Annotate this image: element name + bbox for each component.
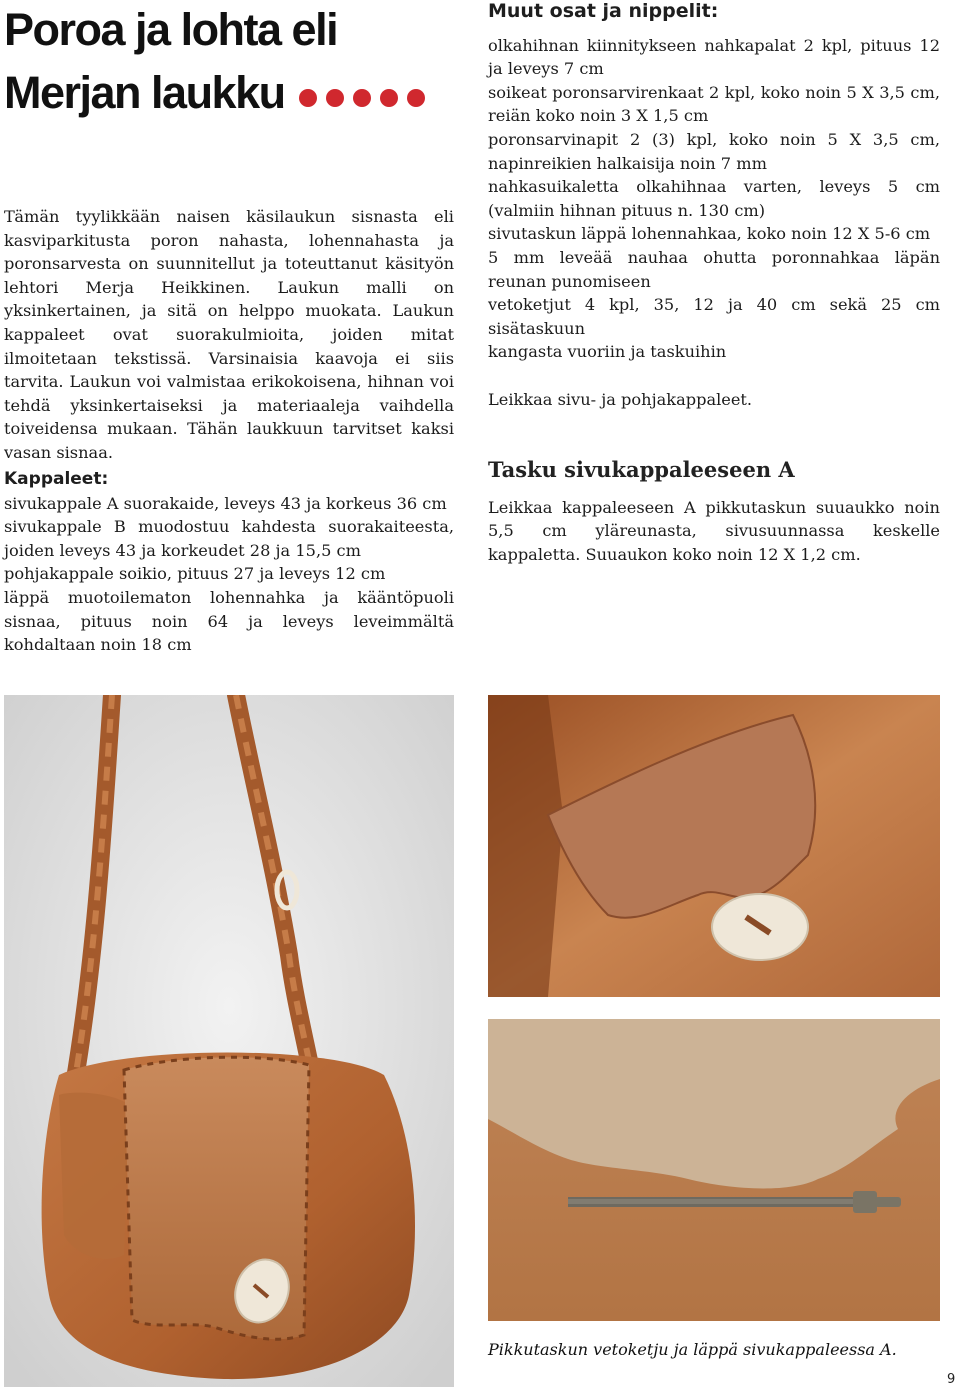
title-line-1: Poroa ja lohta eli: [4, 4, 338, 55]
red-dot-icon: [407, 89, 425, 107]
red-dot-icon: [380, 89, 398, 107]
intro-section: [4, 205, 454, 465]
piece-item: sivukappale A suorakaide, leveys 43 ja korkeus 36 cm: [4, 493, 447, 513]
photo-caption: Pikkutaskun vetoketju ja läppä sivukappaleessa A.: [488, 1340, 897, 1359]
pieces-section: [4, 468, 454, 657]
other-parts-heading: Muut osat ja nippelit:: [488, 0, 719, 22]
bag-photo: [4, 695, 454, 1387]
part-item: kangasta vuoriin ja taskuihin: [488, 342, 727, 362]
pieces-heading: Kappaleet:: [4, 469, 109, 489]
piece-item: sivukappale B muodostuu kahdesta suorakaiteesta, joiden leveys 43 ja korkeudet 28 ja 15,5 cm: [4, 517, 454, 560]
decorative-dots: [299, 89, 425, 107]
part-item: soikeat poronsarvirenkaat 2 kpl, koko noin 5 X 3,5 cm, reiän koko noin 3 X 1,5 cm: [488, 82, 940, 126]
pocket-heading: Tasku sivukappaleeseen A: [488, 457, 795, 482]
part-item: sivutaskun läppä lohennahkaa, koko noin 12 X 5-6 cm: [488, 224, 931, 244]
part-item: vetoketjut 4 kpl, 35, 12 ja 40 cm sekä 25 cm sisätaskuun: [488, 295, 940, 338]
flap-closeup-photo: [488, 695, 940, 997]
intro-paragraph: Tämän tyylikkään naisen käsilaukun sisnasta eli kasviparkitusta poron nahasta, lohennahasta ja poronsarvesta on suunnitellut ja toteuttanut käsityön lehtori Merja Heikkinen. Laukun malli on yksinkertainen, ja sitä on helppo muokata. Laukun kappaleet ovat suorakulmioita, joiden mitat ilmoitetaan tekstissä. Varsinaisia kaavoja ei siis tarvita. Laukun voi valmistaa erikokoisena, hihnan voi tehdä yksinkertaiseksi ja materiaaleja vaihdella toiveidensa mukaan. Tähän laukkuun tarvitset kaksi vasan sisnaa.: [4, 207, 454, 462]
pocket-paragraph: Leikkaa kappaleeseen A pikkutaskun suuaukko noin 5,5 cm yläreunasta, sivusuunnassa keskelle kappaletta. Suuaukon koko noin 12 X 1,2 cm.: [488, 497, 940, 564]
red-dot-icon: [326, 89, 344, 107]
page-number: 9: [947, 1372, 956, 1387]
title-line-2: Merjan laukku: [4, 67, 285, 118]
pocket-section: [488, 458, 940, 566]
zipper-closeup-photo: [488, 1019, 940, 1321]
piece-item: läppä muotoilematon lohennahka ja kääntöpuoli sisnaa, pituus noin 64 ja leveys leveimmältä kohdaltaan noin 18 cm: [4, 587, 454, 655]
cut-instruction: Leikkaa sivu- ja pohjakappaleet.: [488, 389, 753, 409]
part-item: poronsarvinapit 2 (3) kpl, koko noin 5 X 3,5 cm, napinreikien halkaisija noin 7 mm: [488, 129, 940, 173]
article-title: [4, 0, 464, 124]
piece-item: pohjakappale soikio, pituus 27 ja leveys 12 cm: [4, 564, 386, 584]
red-dot-icon: [353, 89, 371, 107]
red-dot-icon: [299, 89, 317, 107]
other-parts-section: [488, 0, 940, 412]
part-item: 5 mm leveää nauhaa ohutta poronnahkaa läpän reunan punomiseen: [488, 247, 940, 291]
part-item: olkahihnan kiinnitykseen nahkapalat 2 kpl, pituus 12 ja leveys 7 cm: [488, 35, 940, 79]
part-item: nahkasuikaletta olkahihnaa varten, leveys 5 cm (valmiin hihnan pituus n. 130 cm): [488, 177, 940, 220]
